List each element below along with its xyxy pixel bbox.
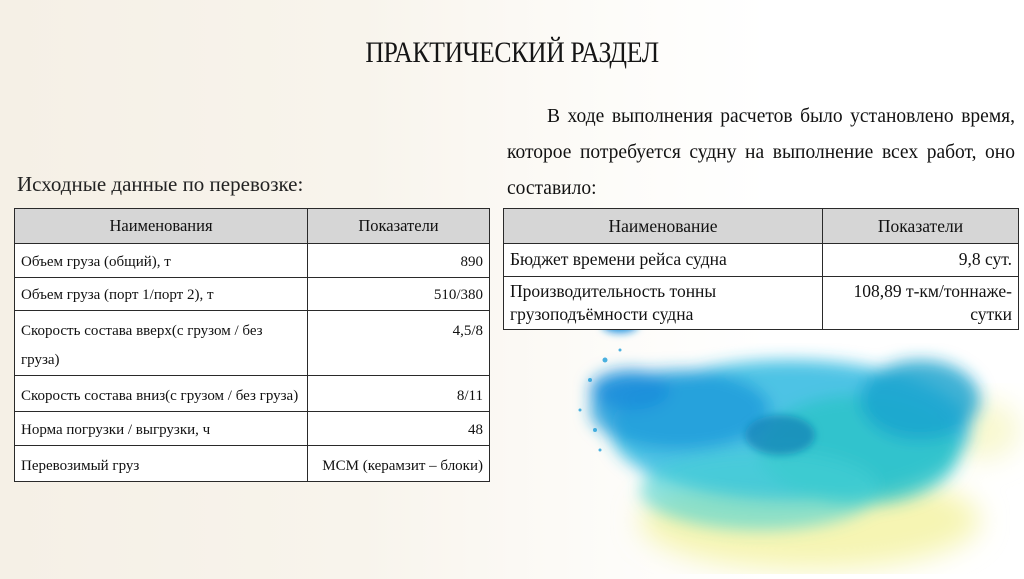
row-value: МСМ (керамзит – блоки) [308,446,490,482]
column-header-value: Показатели [823,209,1019,244]
row-value: 890 [308,244,490,278]
row-name: Норма погрузки / выгрузки, ч [15,412,308,446]
row-value: 9,8 сут. [823,244,1019,277]
row-name: Объем груза (порт 1/порт 2), т [15,278,308,311]
table-header-row [15,209,490,244]
left-caption: Исходные данные по перевозке: [17,172,304,196]
table-header-row [504,209,1019,244]
table-row [15,278,490,311]
row-value: 8/11 [308,376,490,412]
table-row [15,446,490,482]
table-row [15,412,490,446]
column-header-name: Наименование [504,209,823,244]
watercolor-decoration [560,320,1024,574]
row-name: Скорость состава вниз(с грузом / без груза) [15,376,308,412]
column-header-value: Показатели [308,209,490,244]
row-name: Бюджет времени рейса судна [504,244,823,277]
row-name: Производительность тонны грузоподъёмности судна [504,277,823,330]
slide-title: ПРАКТИЧЕСКИЙ РАЗДЕЛ [365,36,659,69]
row-name: Объем груза (общий), т [15,244,308,278]
results-table [503,208,1019,330]
row-value: 510/380 [308,278,490,311]
row-value: 4,5/8 [308,311,490,376]
table-row [504,277,1019,330]
table-row [15,244,490,278]
row-value: 48 [308,412,490,446]
row-name: Скорость состава вверх(с грузом / без груза) [15,311,308,376]
row-name: Перевозимый груз [15,446,308,482]
table-row [504,244,1019,277]
table-row [15,376,490,412]
right-paragraph-text: В ходе выполнения расчетов было установлено время, которое потребуется судну на выполнение всех работ, оно составило: [507,106,1015,199]
row-value: 108,89 т-км/тоннаже-сутки [823,277,1019,330]
input-data-table [14,208,490,482]
right-paragraph [507,99,1015,207]
table-row [15,311,490,376]
column-header-name: Наименования [15,209,308,244]
